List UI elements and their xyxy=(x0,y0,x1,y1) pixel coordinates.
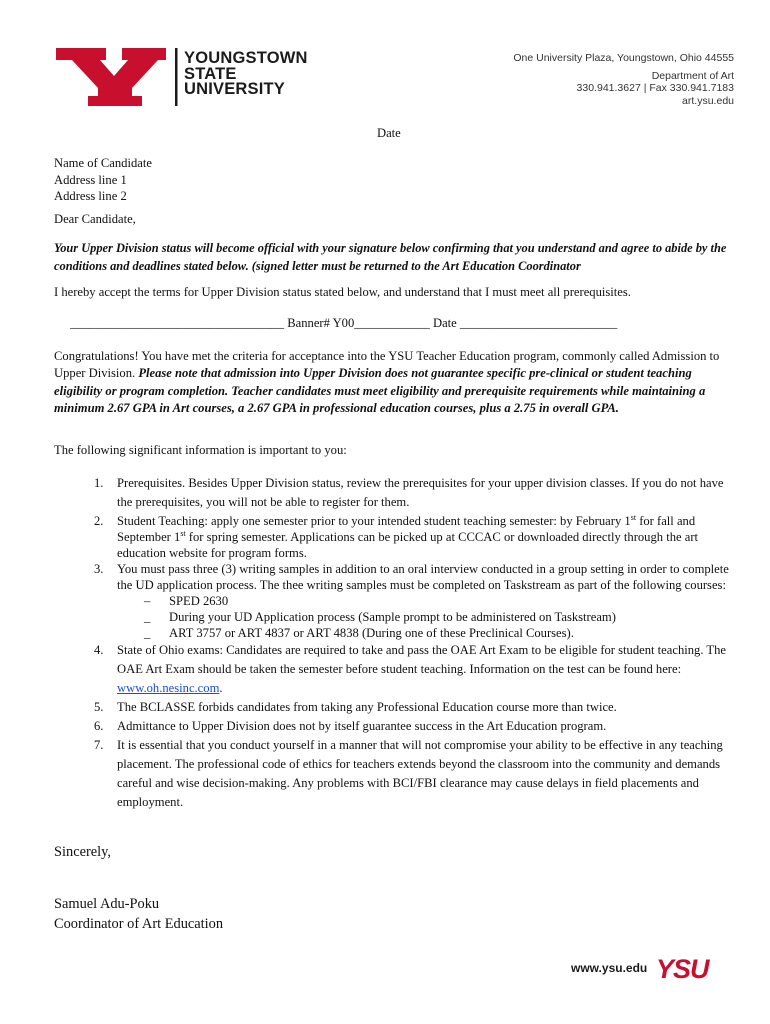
acceptance-statement: I hereby accept the terms for Upper Division status stated below, and understand that I must meet all prerequisites. xyxy=(54,285,631,299)
recipient-address-2: Address line 2 xyxy=(54,189,127,203)
svg-text:YSU: YSU xyxy=(656,955,709,981)
list-item: 3. You must pass three (3) writing samples in addition to an oral interview conducted in a group setting in order to complete the UD application process. The thee writing samples must be completed on Taskstream as part of the following courses: xyxy=(94,562,729,592)
recipient-name: Name of Candidate xyxy=(54,156,152,170)
requirements-list xyxy=(94,474,734,812)
letterhead-address xyxy=(513,52,734,107)
footer-website: www.ysu.edu xyxy=(571,961,648,975)
list-item: 7. It is essential that you conduct yourself in a manner that will not compromise your ability to be effective in any teaching placement. The professional code of ethics for teachers extends beyond the classroom into the community and demands careful and wise decision-making. Any problems with BCI/FBI clearance may cause delays in field placements and employment. xyxy=(94,738,723,809)
department-name: Department of Art xyxy=(651,69,734,82)
signer-block xyxy=(54,894,223,934)
course-sublist-item: _ During your UD Application process (Sample prompt to be administered on Taskstream) xyxy=(144,610,616,624)
oae-exam-link[interactable]: www.oh.nesinc.com xyxy=(117,681,220,695)
list-intro: The following significant information is important to you: xyxy=(54,443,347,457)
dept-website: art.ysu.edu xyxy=(682,94,734,107)
list-item: 5. The BCLASSE forbids candidates from taking any Professional Education course more than twice. xyxy=(94,700,617,714)
congratulations-paragraph: Congratulations! You have met the criteria for acceptance into the YSU Teacher Education program, commonly called Admission to Upper Division. Please note that admission into Upper Division does not guarantee specific pre-clinical or student teaching eligibility or program completion. Teacher candidates must meet eligibility and prerequisite requirements while maintaining a minimum 2.67 GPA in Art courses, a 2.67 GPA in professional education courses, plus a 2.75 in overall GPA. xyxy=(54,349,720,415)
signer-title: Coordinator of Art Education xyxy=(54,916,224,932)
list-item: 4. State of Ohio exams: Candidates are required to take and pass the OAE Art Exam to be eligible for student teaching. The OAE Art Exam should be taken the semester before student teaching. Information on the test can be found here: www.oh.nesinc.com. xyxy=(94,643,726,695)
status-notice: Your Upper Division status will become official with your signature below confirming that you understand and agree to abide by the conditions and deadlines stated below. (signed letter must be returned to the Art Education Coordinator xyxy=(54,241,727,273)
eligibility-notice: Please note that admission into Upper Division does not guarantee specific pre-clinical or student teaching eligibility or program completion. Teacher candidates must meet eligibility and prerequisite requirements while maintaining a minimum 2.67 GPA in Art courses, a 2.67 GPA in professional education courses, plus a 2.75 in overall GPA. xyxy=(54,366,706,415)
phone-fax: 330.941.3627 | Fax 330.941.7183 xyxy=(576,82,734,94)
ysu-footer-logo xyxy=(656,955,728,981)
recipient-address-1: Address line 1 xyxy=(54,172,127,187)
closing: Sincerely, xyxy=(54,844,112,860)
greeting: Dear Candidate, xyxy=(54,212,136,226)
university-wordmark: YOUNGSTOWN STATE UNIVERSITY xyxy=(184,49,308,98)
list-item: 6. Admittance to Upper Division does not by itself guarantee success in the Art Education program. xyxy=(94,719,607,733)
course-sublist-item: – SPED 2630 xyxy=(144,594,229,608)
signer-name: Samuel Adu-Poku xyxy=(54,896,160,912)
letter-date: Date xyxy=(377,126,401,140)
list-item: 1. Prerequisites. Besides Upper Division status, review the prerequisites for your upper division classes. If you do not have the prerequisites, you will not be able to register for them. xyxy=(94,476,724,509)
recipient-block xyxy=(54,155,152,205)
course-sublist-item: _ ART 3757 or ART 4837 or ART 4838 (During one of these Preclinical Courses). xyxy=(144,626,574,640)
street-address: One University Plaza, Youngstown, Ohio 44555 xyxy=(513,52,734,64)
list-item: 2. Student Teaching: apply one semester prior to your intended student teaching semester: by February 1st for fall and September 1st for spring semester. Applications can be picked up at CCCAC or downloaded directly through the art education website for program forms. xyxy=(94,512,699,560)
signature-line: __________________________________ Banner# Y00____________ Date _________________________ xyxy=(70,316,618,330)
